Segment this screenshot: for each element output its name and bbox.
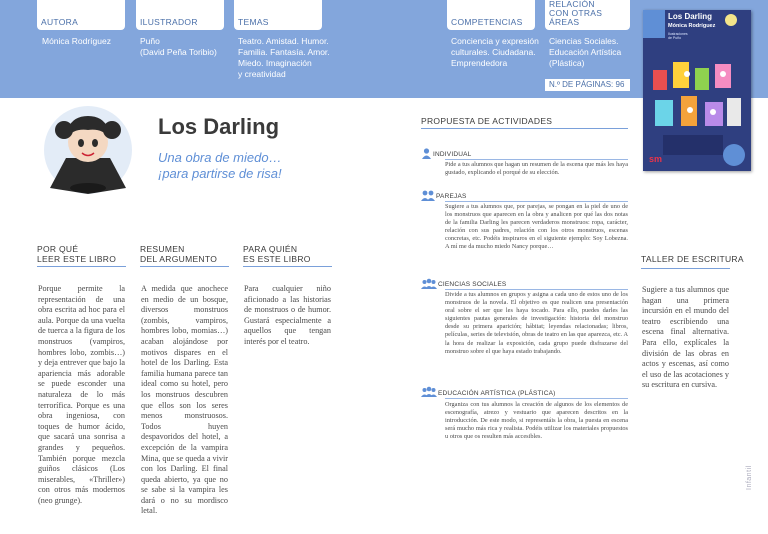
section-heading-individual: INDIVIDUAL <box>433 151 472 158</box>
tab-autora <box>37 0 125 30</box>
section-divider <box>445 201 628 202</box>
book-cover <box>643 10 751 171</box>
cover-series-badge-icon <box>723 144 745 166</box>
pair-icon <box>421 190 435 202</box>
col-text-por-que: Porque permite la representación de una obra escrita ad hoc para el aula. Porque da una vuelta de tuerca a la figura de los monstruos (vampiros, hombres lobo, zombis…) y deja entrever que bajo la apariencia más adorable se puede esconder una naturaleza de lo más terrorífica. Porque es una obra ingeniosa, con toques de humor ácido, que sacará una sonrisa a grandes y pequeños. También porque mezcla guiños clásicos (Los miserables, «Thriller») con otros más modernos (neo grunge). <box>38 284 125 505</box>
cover-illustrator: Ilustraciones de Puño <box>668 32 688 40</box>
areas-value: Ciencias Sociales. Educación Artística (Plástica) <box>549 36 622 68</box>
tab-label: RELACIÓN CON OTRAS ÁREAS <box>549 0 603 27</box>
activities-heading: PROPUESTA DE ACTIVIDADES <box>421 116 553 126</box>
col-heading-resumen: RESUMEN DEL ARGUMENTO <box>140 244 218 264</box>
section-text-artistica: Organiza con tus alumnos la creación de algunos de los elementos de escenografía, atrezo y vestuario que aparecen descritos en la introducción. De este modo, si representáis la obra, la puesta en escena será mucho más rica y realista. Podéis utilizar los materiales propuestos u otros que os resulten más accesibles. <box>445 401 628 441</box>
tab-competencias <box>447 0 535 30</box>
col-divider <box>140 266 229 267</box>
side-section-label: Infantil <box>746 465 753 490</box>
tab-label: TEMAS <box>238 17 269 27</box>
vampire-girl-illustration <box>36 98 140 198</box>
tab-label: COMPETENCIAS <box>451 17 523 27</box>
author-value: Mónica Rodríguez <box>42 36 111 46</box>
taller-divider <box>641 268 730 269</box>
illustrator-value: Puño (David Peña Toribio) <box>140 36 217 57</box>
taller-text: Sugiere a tus alumnos que hagan una primera incursión en el mundo del teatro escribiendo una escena final alternativa. Para ello, explícales la división de las obras en actos y escenas, así como el uso de las acotaciones y su escritura en cursiva. <box>642 285 729 390</box>
col-heading-por-que: POR QUÉ LEER ESTE LIBRO <box>37 244 117 264</box>
section-text-parejas: Sugiere a tus alumnos que, por parejas, se pongan en la piel de uno de los monstruos que aparecen en la obra y analicen por qué las dos notas de la familia Darling les parecen verdaderos monstruos: ropa, carácter, relación con sus padres, relación con los otros monstruos, escenas concretas, etc. Podéis inspiraros en el siguiente ejemplo: Soy Lobezna. A mí me da mucho miedo Nancy porque… <box>445 203 628 251</box>
tab-relacion <box>545 0 630 30</box>
group-icon <box>421 386 437 398</box>
section-heading-ciencias: CIENCIAS SOCIALES <box>438 281 507 288</box>
col-text-para-quien: Para cualquier niño aficionado a las historias de monstruos o de humor. Gustará especialmente a aquellos que tengan interés por el teatro. <box>244 284 331 346</box>
section-text-individual: Pide a tus alumnos que hagan un resumen de la escena que más les haya gustado, explicando el porqué de su elección. <box>445 161 628 177</box>
tab-label: AUTORA <box>41 17 79 27</box>
competencies-value: Conciencia y expresión culturales. Ciudadana. Emprendedora <box>451 36 539 68</box>
col-heading-para-quien: PARA QUIÉN ES ESTE LIBRO <box>243 244 311 264</box>
section-divider <box>445 159 628 160</box>
page-count: N.º DE PÁGINAS: 96 <box>545 79 630 91</box>
section-heading-artistica: EDUCACIÓN ARTÍSTICA (PLÁSTICA) <box>438 390 556 397</box>
section-divider <box>445 398 628 399</box>
tab-ilustrador <box>136 0 224 30</box>
section-heading-parejas: PAREJAS <box>436 193 467 200</box>
col-divider <box>243 266 332 267</box>
book-title: Los Darling <box>158 114 280 139</box>
tab-label: ILUSTRADOR <box>140 17 198 27</box>
themes-value: Teatro. Amistad. Humor. Familia. Fantasía. Amor. Miedo. Imaginación y creatividad <box>238 36 330 79</box>
person-icon <box>421 148 432 160</box>
section-text-ciencias: Divide a tus alumnos en grupos y asigna a cada uno de estos uno de los monstruos de la novela. El objetivo es que realicen una presentación oral sobre el ser que les haya tocado. Para ello, puedes darles las siguientes pautas generales de investigación: historia del monstruo desde su primera aparición; hábitat; leyendas relacionadas; libros, películas, series de televisión, obras de teatro en las que aparezca, etc. A la hora de realizar la exposición, cada grupo puede disfrazarse del monstruo sobre el que haya estado trabajando. <box>445 291 628 355</box>
cover-title: Los Darling <box>668 12 713 21</box>
book-subtitle: Una obra de miedo… ¡para partirse de risa! <box>158 150 282 181</box>
publisher-logo: sm <box>649 154 663 164</box>
cover-author: Mónica Rodríguez <box>668 23 716 29</box>
section-divider <box>445 289 628 290</box>
tab-temas <box>234 0 322 30</box>
activities-divider <box>421 128 628 129</box>
taller-heading: TALLER DE ESCRITURA <box>641 254 744 264</box>
group-icon <box>421 278 437 290</box>
col-text-resumen: A medida que anochece en medio de un bosque, diversos monstruos (zombis, vampiros, hombres lobo, momias…) acaban alojándose por motivos dispares en el hotel de los Darling. Esta familia humana parece tan ideal como su hotel, pero los monstruos descubren que ellos son los seres menos monstruosos. Todos huyen despavoridos del hotel, a excepción de la vampira Mina, que se queda a vivir con los Darling. El final queda abierto, ya que no se sabe si la vampira les dará o no su mordisco letal. <box>141 284 228 516</box>
col-divider <box>37 266 126 267</box>
